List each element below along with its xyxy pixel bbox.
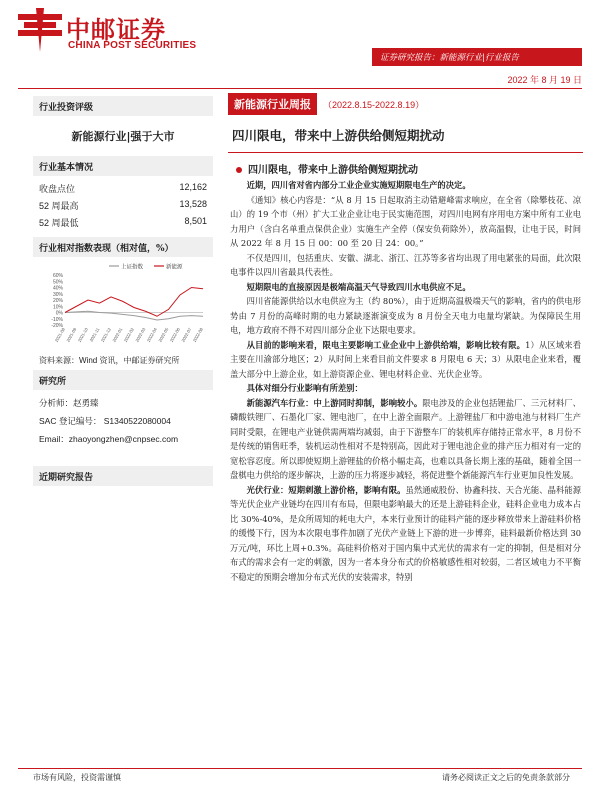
x-tick-label: 2021-08: [53, 327, 66, 343]
weekly-label: 新能源行业周报: [228, 93, 317, 115]
x-tick-label: 2021-09: [65, 327, 78, 343]
stat-value: 13,528: [179, 199, 207, 209]
x-tick-label: 2021-10: [76, 327, 89, 343]
x-tick-label: 2021-12: [99, 327, 112, 343]
left-column: [33, 96, 213, 486]
paragraph: 从目前的影响来看，限电主要影响工业企业中上游供给端，影响比较有限。1）从区域来看主要在川渝部分地区；2）从时间上来看目前文件要求 8 月限电 6 天；3）从限电企业来看，覆盖大部分中上游企业，如上游资源企业、锂电材料企业、光伏企业等。: [230, 339, 581, 379]
rating-heading: 行业投资评级: [33, 96, 213, 116]
section-heading: [236, 161, 583, 176]
stat-row: [33, 197, 213, 214]
x-tick-label: 2021-11: [88, 327, 101, 343]
paragraph: 不仅是四川，包括重庆、安徽、湖北、浙江、江苏等多省均出现了用电紧张的局面，此次限电事件以四川省最具代表性。: [230, 252, 581, 277]
x-tick-label: 2022-03: [134, 327, 147, 343]
x-tick-label: 2022-08: [191, 327, 204, 343]
main-content: [228, 94, 583, 584]
y-tick-label: 40%: [52, 285, 63, 292]
x-tick-label: 2022-07: [180, 327, 193, 343]
basic-info-heading: 行业基本情况: [33, 156, 213, 176]
x-tick-label: 2022-01: [111, 327, 124, 343]
y-tick-label: 30%: [52, 291, 63, 298]
report-type-strip: 证券研究报告：新能源行业|行业报告: [372, 48, 582, 66]
y-tick-label: 0%: [55, 310, 63, 317]
y-tick-label: 20%: [52, 298, 63, 304]
document-title: 四川限电，带来中上游供给侧短期扰动: [228, 114, 583, 153]
logo-en: CHINA POST SECURITIES: [68, 40, 197, 51]
x-tick-label: 2022-04: [145, 327, 158, 343]
bullet-icon: [236, 167, 242, 173]
stat-label: 52 周最高: [39, 201, 79, 211]
stat-row: [33, 214, 213, 231]
report-date: 2022 年 8 月 19 日: [507, 75, 582, 85]
recent-reports-heading: 近期研究报告: [33, 466, 213, 486]
x-tick-label: 2022-06: [168, 327, 181, 343]
footer-risk-notice: 市场有风险，投资需谨慎: [33, 773, 121, 782]
analyst-sac: SAC 登记编号： S1340522080004: [39, 416, 171, 426]
y-tick-label: 60%: [52, 273, 63, 279]
paragraph: 四川省能源供给以水电供应为主（约 80%），由于近期高温极端天气的影响，省内的供电形势由 7 月份的高峰时期的电力紧缺逐渐演变成为 8 月份全天电力电量均紧缺。为保障民生用电，地方政府不得不对四川部分企业下达限电要求。: [230, 296, 581, 335]
legend-label: 新能源: [166, 264, 183, 271]
performance-chart-svg: [39, 261, 207, 351]
paragraph: 新能源汽车行业：中上游同时抑制，影响较小。限电涉及的企业包括锂盐厂、三元材料厂、磷酸铁锂厂、石墨化厂家、锂电池厂，在中上游全面限产。上游锂盐厂和中游电池与材料厂生产同时受限，在锂电产业链供需两端均减弱，由于下游整车厂的装机库存储持正常水平，8 月份不是传统的销售旺季，装机运动性相对不是特别高，因此对于锂电池企业的排产压力相对有一定的宽松容忍度。所以即使短期上游锂盐的价格小幅走高，也难以具备长期上涨的基础，随着全国一盘棋电力供给的逐步解决，上游的压力将逐步减轻，将促进整个新能源汽车行业更加良性发展。: [230, 397, 581, 480]
rating-value: 新能源行业|强于大市: [71, 130, 175, 143]
paragraph: 具体对细分行业影响有所差别：: [246, 383, 363, 393]
stat-row: [33, 180, 213, 197]
performance-chart: [39, 261, 207, 351]
analyst-email[interactable]: Email：zhaoyongzhen@cnpsec.com: [39, 434, 179, 444]
footer-disclaimer: 请务必阅读正文之后的免责条款部分: [442, 773, 570, 782]
paragraph: 光伏行业：短期刺激上游价格，影响有限。虽然通威股份、协鑫科技、天合光能、晶科能源等光伏企业产业链均在四川有布局，但限电影响最大的还是上游硅料企业，硅料企业电力成本占比 30%-40%，是众所周知的耗电大户，本来行业预计的硅料产能的逐步释放带来上游硅料价格的缓慢下行，因为本次限电事件加剧了光伏产业链上下游的进一步博弈，硅料最新价格达到 30 万元/吨，环比上周+0.3%。高硅料价格对于国内集中式光伏的需求有一定的抑制，但是相对分布式的需求会有一定的刺激，因为一者本身分布式的价格敏感性相对较弱，二者区域电力不平衡不稳定的预期会增加分布式光伏的安装需求，特别: [230, 484, 581, 582]
analyst-heading: 研究所: [33, 370, 213, 390]
paragraph: 近期，四川省对省内部分工业企业实施短期限电生产的决定。: [246, 180, 471, 190]
stats-list: [33, 176, 213, 231]
stat-value: 8,501: [184, 216, 207, 226]
weekly-period: （2022.8.15-2022.8.19）: [323, 99, 425, 110]
top-divider: [18, 88, 582, 89]
weekly-title-bar: [228, 94, 583, 114]
logo-cn: 中邮证券: [66, 16, 166, 44]
y-tick-label: 50%: [52, 279, 63, 286]
china-post-logo-icon: [18, 8, 62, 52]
paragraph: 短期限电的直接原因是极端高温天气导致四川水电供应不足。: [246, 281, 471, 292]
footer-divider: [18, 768, 582, 769]
x-tick-label: 2022-02: [122, 327, 135, 343]
performance-heading: 行业相对指数表现（相对值，%）: [33, 237, 213, 257]
company-logo: [18, 8, 218, 58]
section-heading-text: 四川限电，带来中上游供给侧短期扰动: [248, 165, 418, 176]
y-tick-label: 10%: [52, 304, 63, 311]
y-tick-label: -10%: [51, 316, 63, 323]
paragraph: 《通知》核心内容是：“从 8 月 15 日起取消主动错避峰需求响应，在全省（除攀枝花、凉山）的 19 个市（州）扩大工业企业让电于民实施范围，对四川电网有序用电方案中所有工业电力用户（含白名单重点保供企业）实施生产全停（保安负荷除外），放高温假，让电于民，时间从 2022 年 8 月 15 日 00：00 至 20 日 24：00。”: [230, 194, 581, 248]
series-line-ne: [65, 288, 203, 317]
chart-source: 资料来源：Wind 资讯，中邮证券研究所: [39, 356, 180, 365]
y-tick-label: -20%: [51, 323, 63, 329]
stat-value: 12,162: [179, 182, 207, 192]
stat-label: 52 周最低: [39, 218, 79, 228]
x-tick-label: 2022-05: [157, 327, 170, 343]
legend-label: 上证指数: [121, 264, 144, 271]
stat-label: 收盘点位: [39, 184, 76, 194]
analyst-name: 分析师：赵勇臻: [39, 398, 99, 408]
